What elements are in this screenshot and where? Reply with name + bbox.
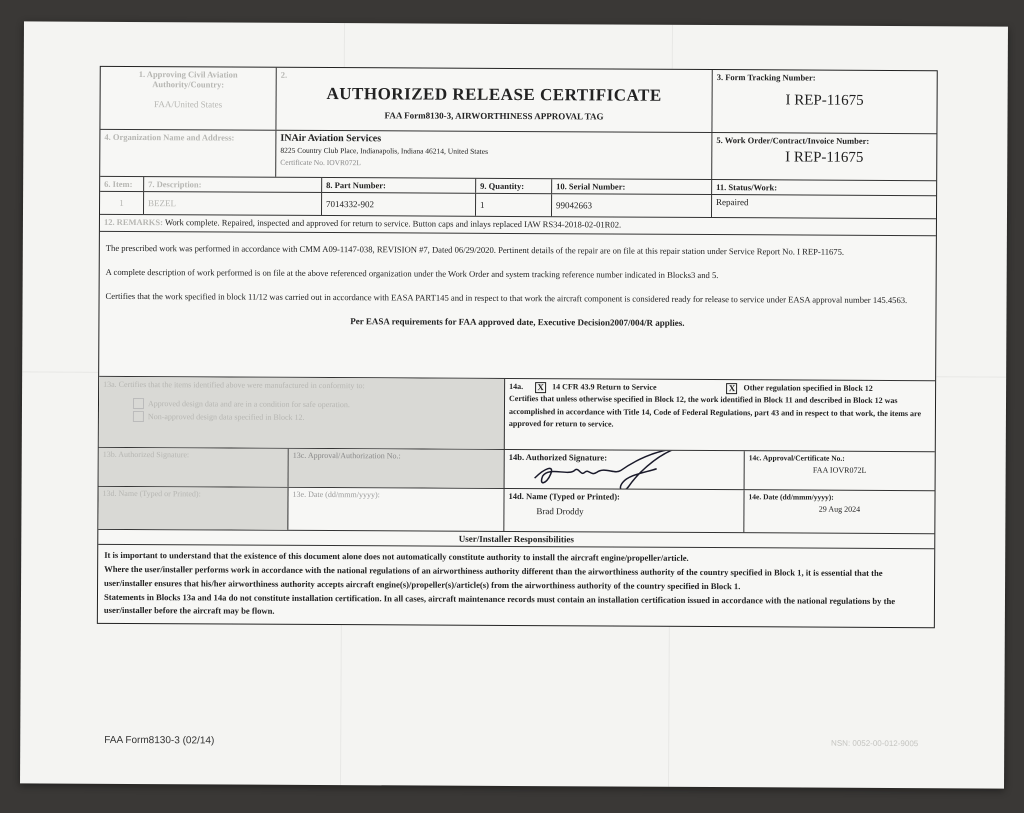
page-title: AUTHORIZED RELEASE CERTIFICATE — [326, 84, 662, 105]
block-2-label: 2. — [280, 69, 288, 80]
block-13a — [99, 377, 505, 449]
form-8130-3 — [97, 66, 938, 628]
responsibility-line: Statements in Blocks 13a and 14a do not constitute installation certification. In all cases, aircraft maintenance records must contain an installation certification issued in accordance with the national regulations by the user/installer before the aircraft may be flown. — [103, 591, 896, 616]
serial-number-label: 10. Serial Number: — [552, 179, 712, 194]
organization-address: 8225 Country Club Place, Indianapolis, Indiana 46214, United States — [280, 145, 489, 156]
item-label: 6. Item: — [100, 177, 144, 191]
checkbox-non-approved-design[interactable] — [133, 411, 144, 422]
block-13b: 13b. Authorized Signature: — [99, 448, 289, 487]
remarks-label: 12. REMARKS: — [103, 216, 164, 228]
remarks-paragraph: Certifies that the work specified in block 11/12 was carried out in accordance with EASA PART145 and in respect to that work the aircraft component is considered ready for release to service under EASA approval number 145.4563. — [105, 290, 908, 306]
certificate-paper — [20, 21, 1008, 788]
block-13e: 13e. Date (dd/mmm/yyyy): — [288, 488, 504, 531]
block-14d-label: 14d. Name (Typed or Printed): — [508, 490, 620, 502]
block-14a-text: Certifies that unless otherwise specified in Block 12, the work identified in Block 11 and described in Block 12 was accomplished in accordance with Title 14, Code of Federal Regulations, part 43 and in respect to that work, the items are approved for return to service. — [508, 394, 922, 429]
block-14e-label: 14e. Date (dd/mmm/yyyy): — [748, 492, 834, 502]
block-5 — [712, 133, 936, 180]
block-3-label: 3. Form Tracking Number: — [716, 72, 816, 83]
block-13a-label: 13a. Certifies that the items identified above were manufactured in conformity to: — [103, 379, 365, 391]
block-14c-label: 14c. Approval/Certificate No.: — [748, 453, 845, 463]
block-4-label-cell — [100, 130, 276, 177]
certificate-number: Certificate No. IOVR072L — [280, 157, 361, 168]
block-13d: 13d. Name (Typed or Printed): — [98, 487, 288, 530]
item-value: 1 — [100, 192, 144, 214]
serial-number-value: 99042663 — [552, 194, 712, 217]
block-14b-label: 14b. Authorized Signature: — [508, 451, 608, 463]
responsibilities-title: User/Installer Responsibilities — [458, 533, 574, 545]
remarks-paragraph: The prescribed work was performed in accordance with CMM A09-1147-038, REVISION #7, Dated 06/29/2020. Pertinent details of the repair are on file at this repair station under Service Report No. I REP-11675. — [105, 242, 845, 257]
block-14a-option-2: Other regulation specified in Block 12 — [743, 383, 873, 393]
part-number-label: 8. Part Number: — [322, 178, 476, 193]
block-5-label: 5. Work Order/Contract/Invoice Number: — [716, 135, 870, 146]
block-13a-option-1: Approved design data and are in a condition for safe operation. — [147, 398, 350, 409]
form-tracking-number: I REP-11675 — [785, 92, 864, 109]
approval-certificate-number: FAA IOVR072L — [812, 465, 867, 475]
block-3 — [712, 70, 936, 133]
block-13c: 13c. Approval/Authorization No.: — [289, 449, 505, 488]
checkbox-other-regulation[interactable]: X — [726, 383, 737, 394]
responsibility-line: Where the user/installer performs work in accordance with the national regulations of an airworthiness authority different than the airworthiness authority of the country specified in Block 1, it is essential that the user/installer ensures that his/her airworthiness authority accepts aircraft engine(s)/propeller(s)/article(s) from the airworthiness authority of the country specified in Block 1. — [104, 564, 883, 591]
remarks-text: Work complete. Repaired, inspected and approved for return to service. Button caps and inlays replaced IAW RS34-2018-02-01R02. — [164, 217, 622, 230]
signer-name: Brad Droddy — [536, 506, 584, 517]
quantity-value: 1 — [476, 194, 552, 216]
quantity-label: 9. Quantity: — [476, 179, 552, 193]
work-order-number: I REP-11675 — [785, 149, 864, 166]
block-4-label: 4. Organization Name and Address: — [104, 131, 235, 143]
checkbox-approved-design[interactable] — [133, 398, 144, 409]
block-14e — [744, 490, 934, 533]
part-number-value: 7014332-902 — [322, 193, 476, 216]
block-1 — [100, 67, 276, 130]
remarks-easa-note: Per EASA requirements for FAA approved date, Executive Decision2007/004/R applies. — [350, 316, 685, 328]
title-block — [276, 68, 712, 132]
form-footer-nsn: NSN: 0052-00-012-9005 — [831, 738, 919, 749]
block-4 — [276, 131, 712, 179]
block-14a-option-1: 14 CFR 43.9 Return to Service — [552, 382, 657, 392]
block-14c — [745, 451, 935, 490]
block-14b — [505, 450, 745, 489]
checkbox-return-to-service[interactable]: X — [535, 382, 546, 393]
status-value: Repaired — [716, 197, 749, 208]
description-value: BEZEL — [144, 192, 322, 215]
block-14a-label: 14a. — [509, 381, 524, 392]
description-label: 7. Description: — [144, 177, 322, 192]
form-footer-id: FAA Form8130-3 (02/14) — [104, 734, 215, 747]
remarks-paragraph: A complete description of work performed is on file at the above referenced organization under the Work Order and system tracking reference number indicated in Blocks3 and 5. — [105, 266, 719, 281]
remarks-body — [99, 232, 936, 380]
block-14d — [504, 489, 744, 532]
block-13a-option-2: Non-approved design data specified in Block 12. — [147, 411, 305, 422]
block-1-label: 1. Approving Civil Aviation Authority/Country: — [138, 69, 238, 90]
page-subtitle: FAA Form8130-3, AIRWORTHINESS APPROVAL TAG — [384, 110, 604, 122]
organization-name: INAir Aviation Services — [280, 132, 382, 145]
block-14a — [505, 379, 935, 451]
responsibilities-body — [98, 545, 934, 627]
signature-date: 29 Aug 2024 — [818, 504, 861, 514]
block-1-value: FAA/United States — [153, 99, 223, 110]
signature-image — [525, 450, 685, 489]
responsibility-line: It is important to understand that the existence of this document alone does not automatically constitute authority to install the aircraft engine/propeller/article. — [104, 549, 689, 563]
status-label: 11. Status/Work: — [716, 182, 778, 193]
